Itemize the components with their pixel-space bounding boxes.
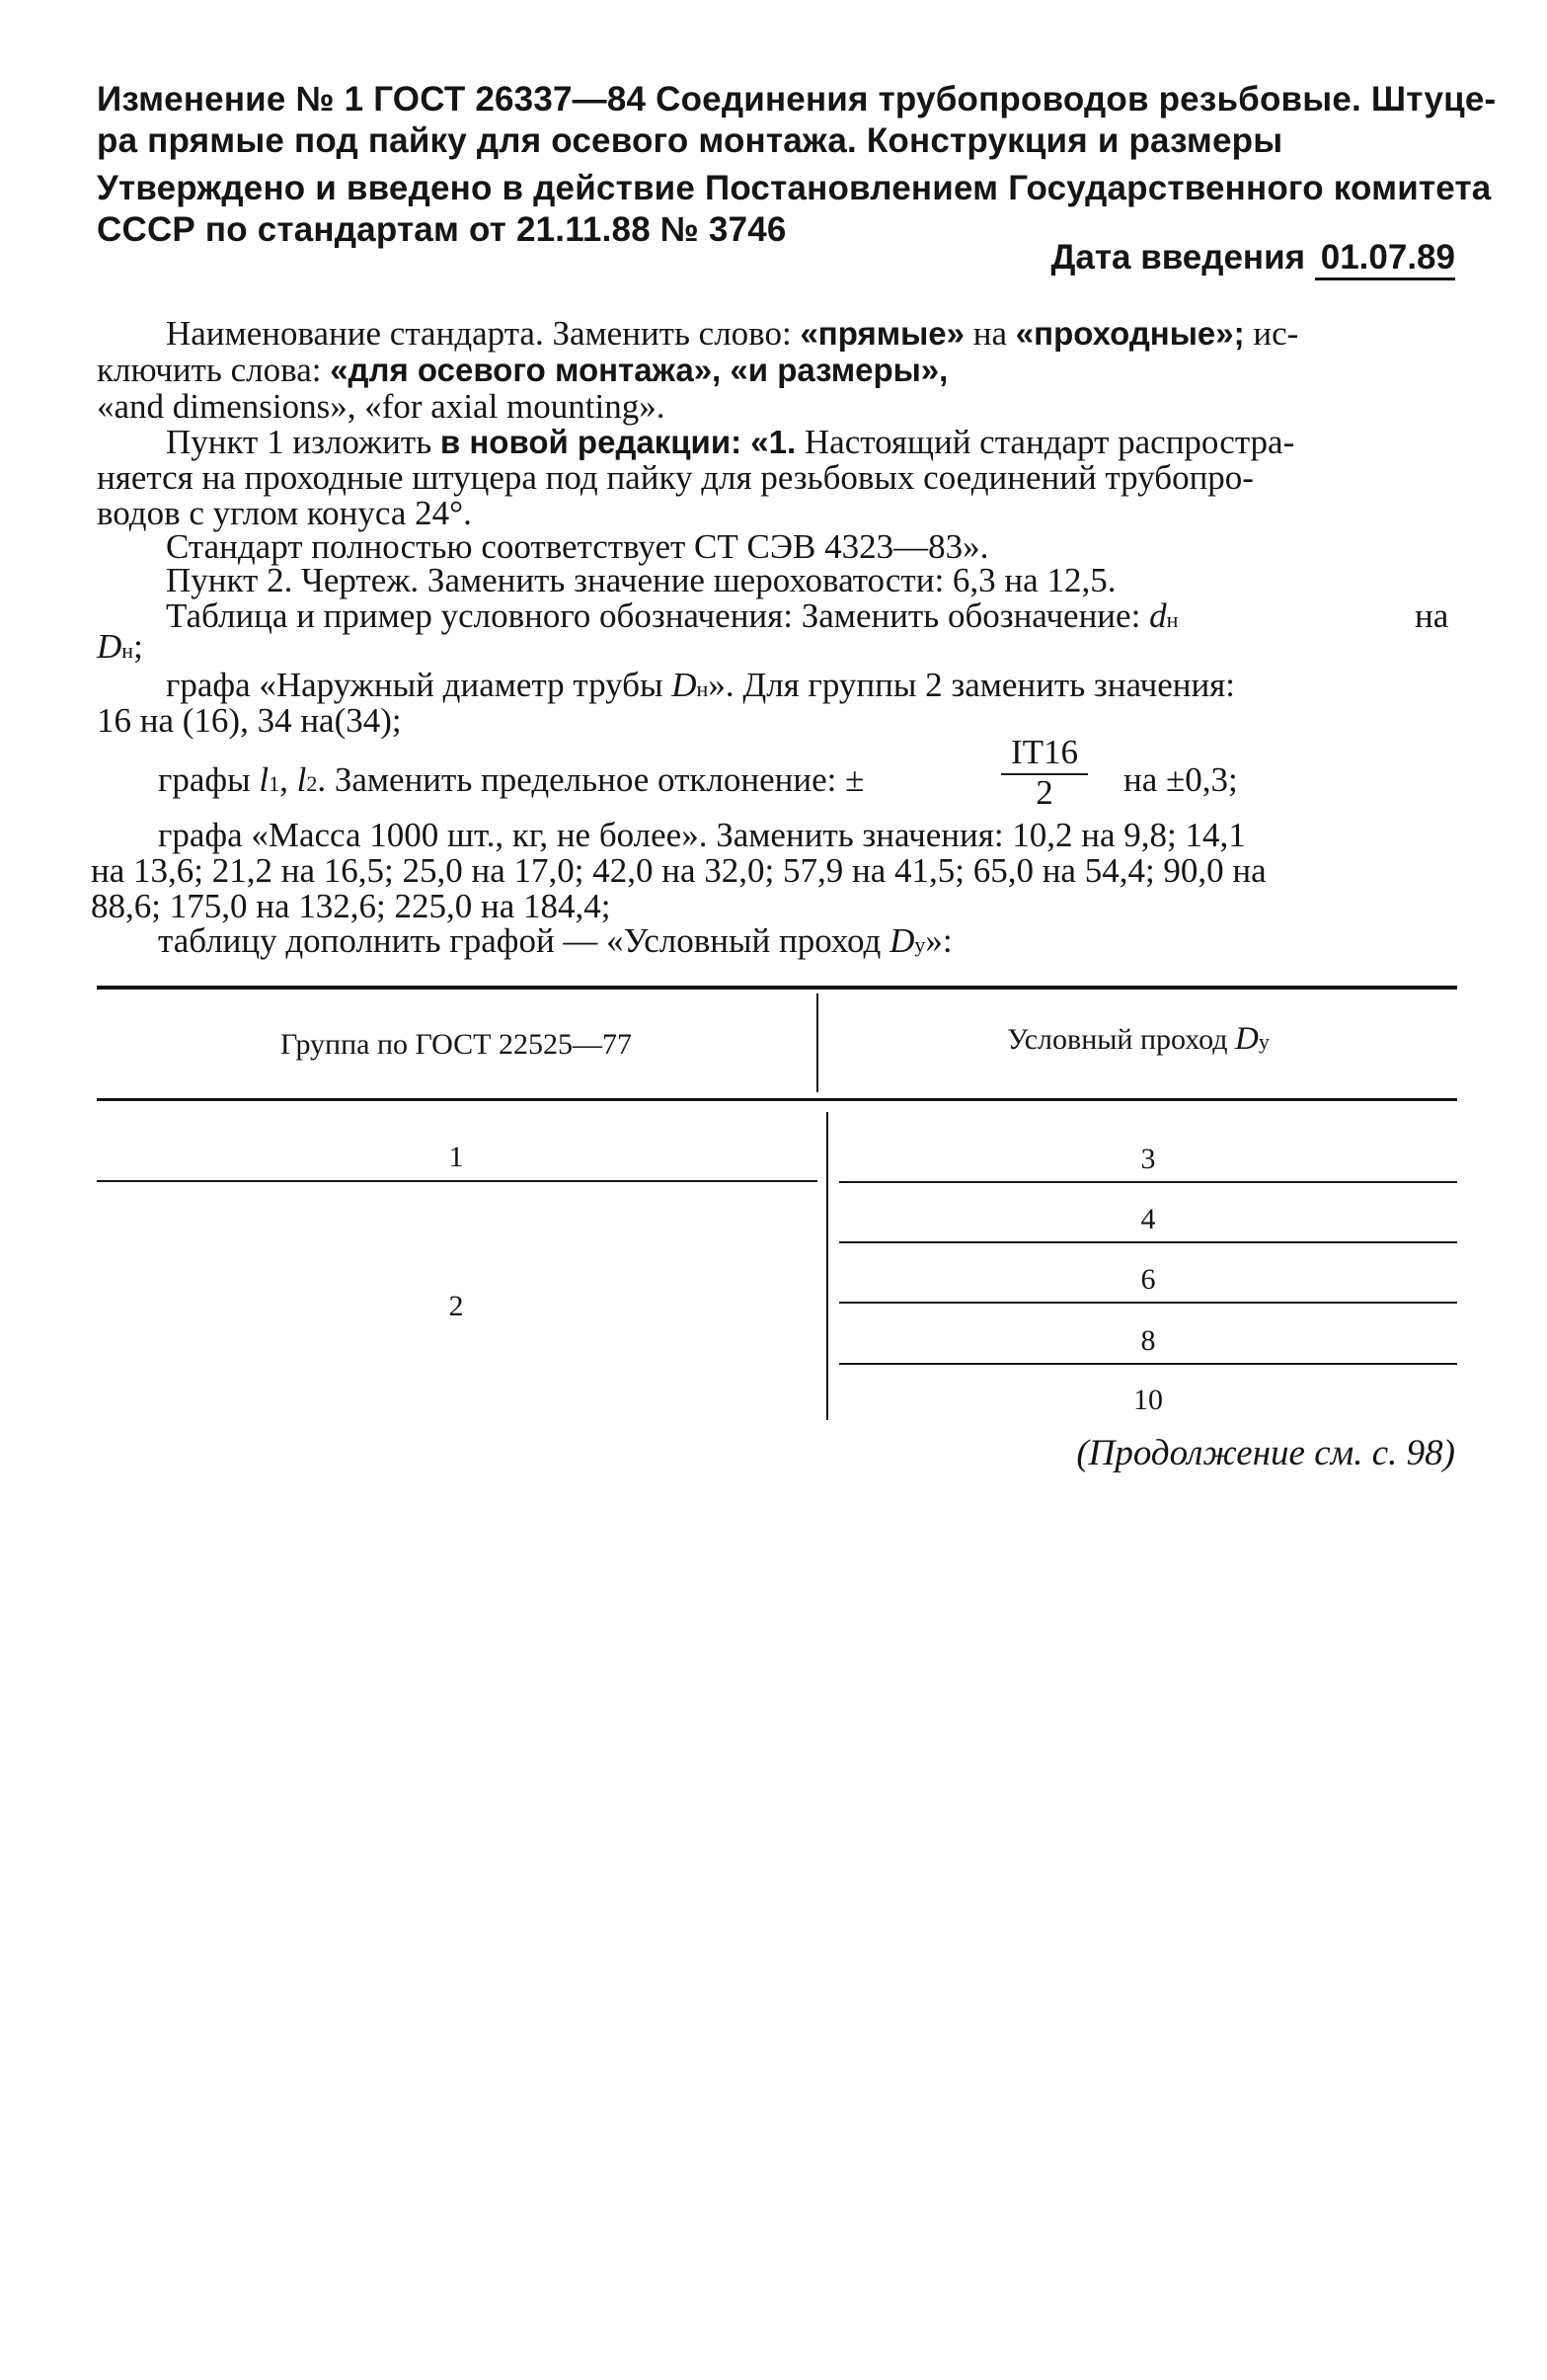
paragraph-line [158, 921, 953, 965]
symbol: D [890, 921, 915, 960]
effective-date-value: 01.07.89 [1315, 238, 1455, 280]
table-cell-conduit: 8 [1140, 1324, 1156, 1357]
table-cell-group: 2 [448, 1290, 464, 1322]
subscript: н [1166, 607, 1179, 632]
subscript: у [1258, 1029, 1270, 1054]
text: Условный проход [1007, 1023, 1236, 1056]
text: водов с углом конуса 24°. [97, 494, 472, 532]
text: Пункт 1 изложить [166, 423, 440, 461]
table-header-rule [97, 1098, 1457, 1101]
title-line: Изменение № 1 ГОСТ 26337—84 Соединения трубопроводов резьбовые. Штуце- [97, 80, 1497, 119]
text: Таблица и пример условного обозначения: Заменить обозначение: [166, 596, 1150, 635]
table-cell-conduit: 4 [1140, 1203, 1156, 1235]
symbol: D [1235, 1021, 1259, 1057]
paragraph-line [166, 423, 1294, 462]
text-bold: «проходные»; [1015, 315, 1245, 352]
text: графа «Наружный диаметр трубы [166, 666, 672, 704]
paragraph-line [91, 851, 1267, 891]
paragraph-line [97, 627, 143, 671]
table-body-divider [826, 1112, 828, 1420]
text-bold: в новой редакции: «1. [439, 424, 797, 460]
approval-line: Утверждено и введено в действие Постановлением Государственного комитета [97, 169, 1492, 207]
text: на ±0,3; [1123, 760, 1238, 799]
text: . Заменить предельное отклонение: ± [317, 760, 865, 799]
paragraph-line [166, 596, 1178, 640]
paragraph-line [91, 887, 610, 926]
table-cell-conduit: 3 [1140, 1143, 1156, 1175]
subscript: н [696, 676, 709, 701]
table-top-rule [97, 986, 1457, 990]
text: «and dimensions», «for axial mounting». [97, 387, 665, 426]
symbol: l [259, 760, 270, 799]
continuation-note: (Продолжение см. с. 98) [1076, 1433, 1455, 1473]
fraction-numerator: IT16 [1010, 733, 1079, 771]
text: ; [133, 627, 143, 666]
text: 16 на (16), 34 на(34); [97, 701, 402, 740]
symbol: l [296, 760, 307, 799]
text: на [965, 314, 1016, 353]
paragraph-line [97, 701, 402, 741]
effective-date-label: Дата введения [1050, 238, 1306, 277]
symbol: d [1149, 596, 1167, 635]
table-row-rule [97, 1180, 817, 1182]
text: Стандарт полностью соответствует СТ СЭВ 4323—83». [166, 527, 989, 566]
symbol: D [97, 627, 122, 666]
text: Настоящий стандарт распростра- [796, 423, 1295, 461]
table-row-rule [839, 1302, 1457, 1304]
paragraph-line [166, 561, 1116, 600]
text: ис- [1244, 314, 1299, 353]
amendment-title [97, 79, 1497, 162]
table-header-group: Группа по ГОСТ 22525—77 [279, 1028, 632, 1061]
text-bold: «прямые» [800, 315, 966, 352]
text: няется на проходные штуцера под пайку для резьбовых соединений трубопро- [97, 458, 1254, 497]
effective-date [1050, 237, 1455, 278]
text: таблицу дополнить графой — «Условный проход [158, 921, 890, 960]
text: 88,6; 175,0 на 132,6; 225,0 на 184,4; [91, 887, 611, 925]
text: на [1415, 596, 1449, 635]
table-cell-conduit: 6 [1140, 1263, 1156, 1296]
approval-line: СССР по стандартам от 21.11.88 № 3746 [97, 210, 787, 249]
table-header-divider [816, 993, 818, 1092]
text-bold: «для осевого монтажа», «и размеры», [330, 352, 949, 388]
text: , [279, 760, 297, 799]
table-cell-conduit: 10 [1133, 1384, 1163, 1416]
table-row-rule [839, 1181, 1457, 1183]
paragraph-line [1415, 596, 1448, 636]
text: на 13,6; 21,2 на 16,5; 25,0 на 17,0; 42,0 на 32,0; 57,9 на 41,5; 65,0 на 54,4; 90,0 на [91, 851, 1267, 890]
text: ключить слова: [97, 351, 331, 389]
paragraph-line [97, 351, 948, 390]
text: графы [158, 760, 260, 799]
title-line: ра прямые под пайку для осевого монтажа. Конструкция и размеры [97, 121, 1283, 160]
paragraph-line [158, 816, 1246, 855]
text: Наименование стандарта. Заменить слово: [166, 314, 801, 353]
table-cell-group: 1 [448, 1141, 464, 1173]
text: Пункт 2. Чертеж. Заменить значение шероховатости: 6,3 на 12,5. [166, 561, 1117, 599]
table-row-rule [839, 1363, 1457, 1365]
paragraph-line [166, 314, 1298, 354]
subscript: н [121, 638, 134, 663]
paragraph-line [1123, 760, 1238, 800]
fraction-denominator: 2 [1036, 773, 1053, 812]
table-header-conduit [819, 1021, 1457, 1060]
symbol: D [671, 666, 697, 704]
text: ». Для группы 2 заменить значения: [708, 666, 1236, 704]
subscript: 1 [269, 771, 280, 796]
paragraph-line [158, 760, 864, 804]
text: графа «Масса 1000 шт., кг, не более». Заменить значения: 10,2 на 9,8; 14,1 [158, 816, 1246, 854]
paragraph-line [97, 458, 1254, 498]
table-row-rule [839, 1241, 1457, 1243]
text: »: [925, 921, 953, 960]
subscript: у [914, 932, 926, 957]
paragraph-line [97, 387, 664, 427]
subscript: 2 [306, 771, 318, 796]
